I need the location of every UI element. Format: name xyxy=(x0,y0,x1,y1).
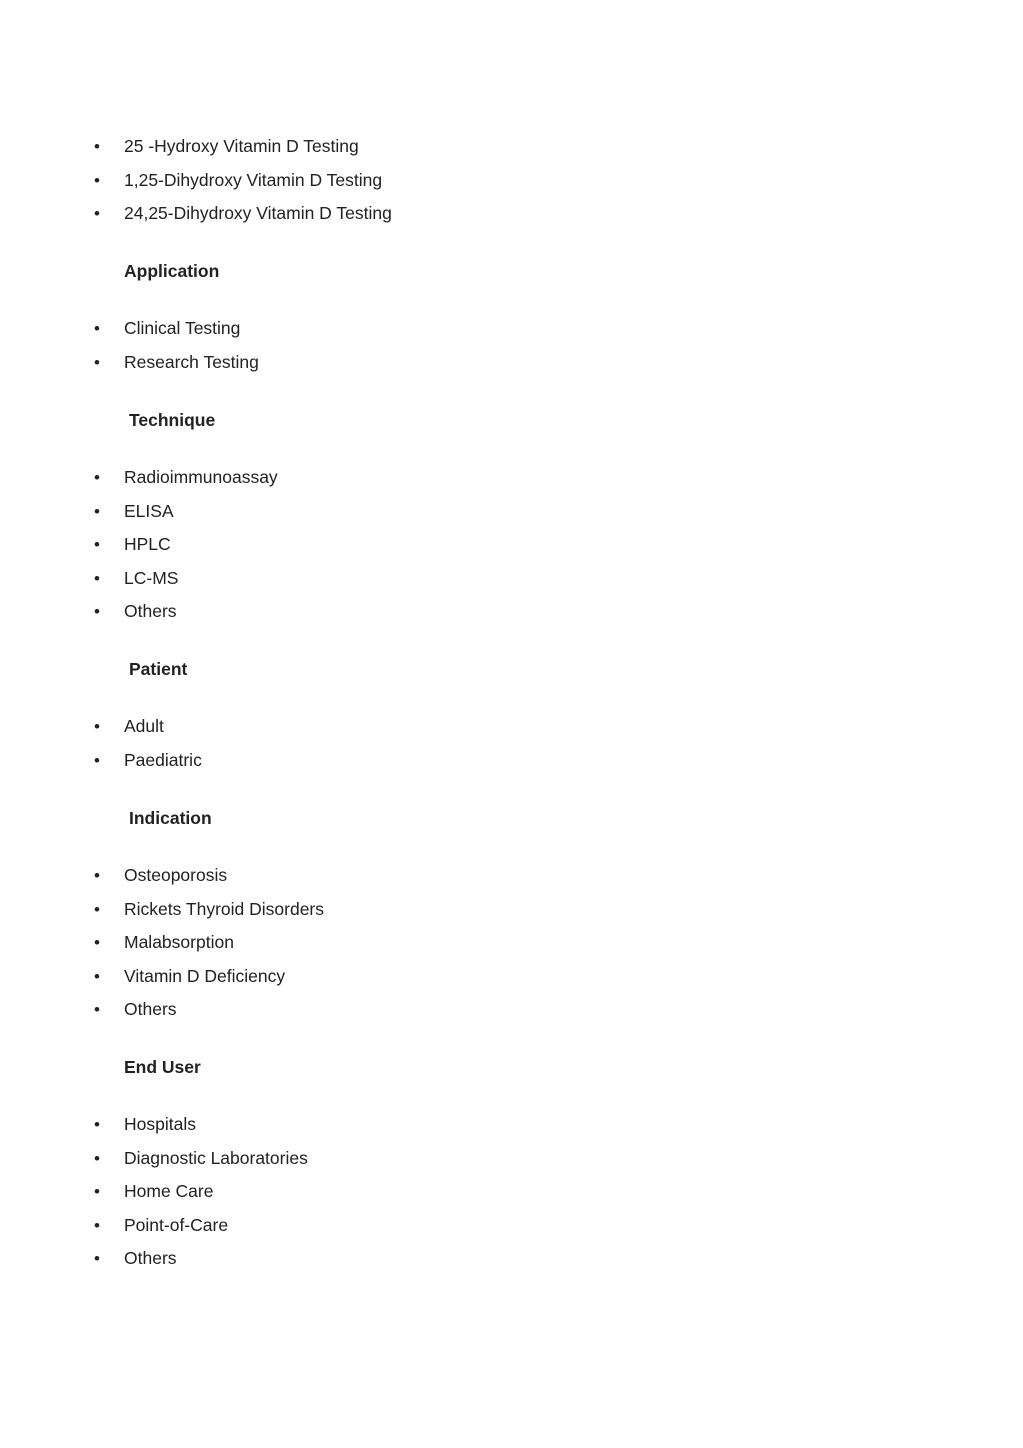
list-item: • Malabsorption xyxy=(0,926,324,960)
bullet-icon: • xyxy=(94,1182,100,1202)
list-item: • Others xyxy=(0,595,278,629)
list-item: • Paediatric xyxy=(0,744,202,778)
section-heading-indication: Indication xyxy=(129,808,212,828)
bullet-icon: • xyxy=(94,602,100,622)
list-item: • 25 -Hydroxy Vitamin D Testing xyxy=(0,130,392,164)
list-item: • Point-of-Care xyxy=(0,1209,308,1243)
bullet-icon: • xyxy=(94,170,100,190)
bullet-icon: • xyxy=(94,501,100,521)
list-item: • Osteoporosis xyxy=(0,859,324,893)
application-list xyxy=(0,312,259,379)
bullet-icon: • xyxy=(94,568,100,588)
bullet-icon: • xyxy=(94,352,100,372)
list-item: • Rickets Thyroid Disorders xyxy=(0,893,324,927)
test-type-list xyxy=(0,130,392,231)
list-item: • LC-MS xyxy=(0,562,278,596)
bullet-icon: • xyxy=(94,535,100,555)
list-item: • Radioimmunoassay xyxy=(0,461,278,495)
bullet-icon: • xyxy=(94,717,100,736)
section-heading-end-user: End User xyxy=(124,1057,201,1077)
patient-list xyxy=(0,710,202,777)
bullet-icon: • xyxy=(94,1249,100,1269)
bullet-icon: • xyxy=(94,966,100,986)
section-heading-technique: Technique xyxy=(129,410,216,430)
bullet-icon: • xyxy=(94,137,100,156)
list-item: • Home Care xyxy=(0,1175,308,1209)
list-item: • Clinical Testing xyxy=(0,312,259,346)
list-item: • Hospitals xyxy=(0,1108,308,1142)
bullet-icon: • xyxy=(94,319,100,338)
list-item: • 24,25-Dihydroxy Vitamin D Testing xyxy=(0,197,392,231)
section-heading-application: Application xyxy=(124,261,220,281)
list-item: • Vitamin D Deficiency xyxy=(0,960,324,994)
bullet-icon: • xyxy=(94,1115,100,1134)
bullet-icon: • xyxy=(94,899,100,919)
list-item: • HPLC xyxy=(0,528,278,562)
list-item: • Research Testing xyxy=(0,346,259,380)
bullet-icon: • xyxy=(94,866,100,885)
bullet-icon: • xyxy=(94,933,100,953)
list-item: • ELISA xyxy=(0,495,278,529)
bullet-icon: • xyxy=(94,750,100,770)
bullet-icon: • xyxy=(94,204,100,224)
list-item: • Others xyxy=(0,993,324,1027)
technique-list xyxy=(0,461,278,629)
bullet-icon: • xyxy=(94,1000,100,1020)
bullet-icon: • xyxy=(94,468,100,487)
indication-list xyxy=(0,859,324,1027)
list-item: • Adult xyxy=(0,710,202,744)
list-item: • Others xyxy=(0,1242,308,1276)
bullet-icon: • xyxy=(94,1215,100,1235)
end-user-list xyxy=(0,1108,308,1276)
list-item: • 1,25-Dihydroxy Vitamin D Testing xyxy=(0,164,392,198)
bullet-icon: • xyxy=(94,1148,100,1168)
list-item: • Diagnostic Laboratories xyxy=(0,1142,308,1176)
section-heading-patient: Patient xyxy=(129,659,188,679)
